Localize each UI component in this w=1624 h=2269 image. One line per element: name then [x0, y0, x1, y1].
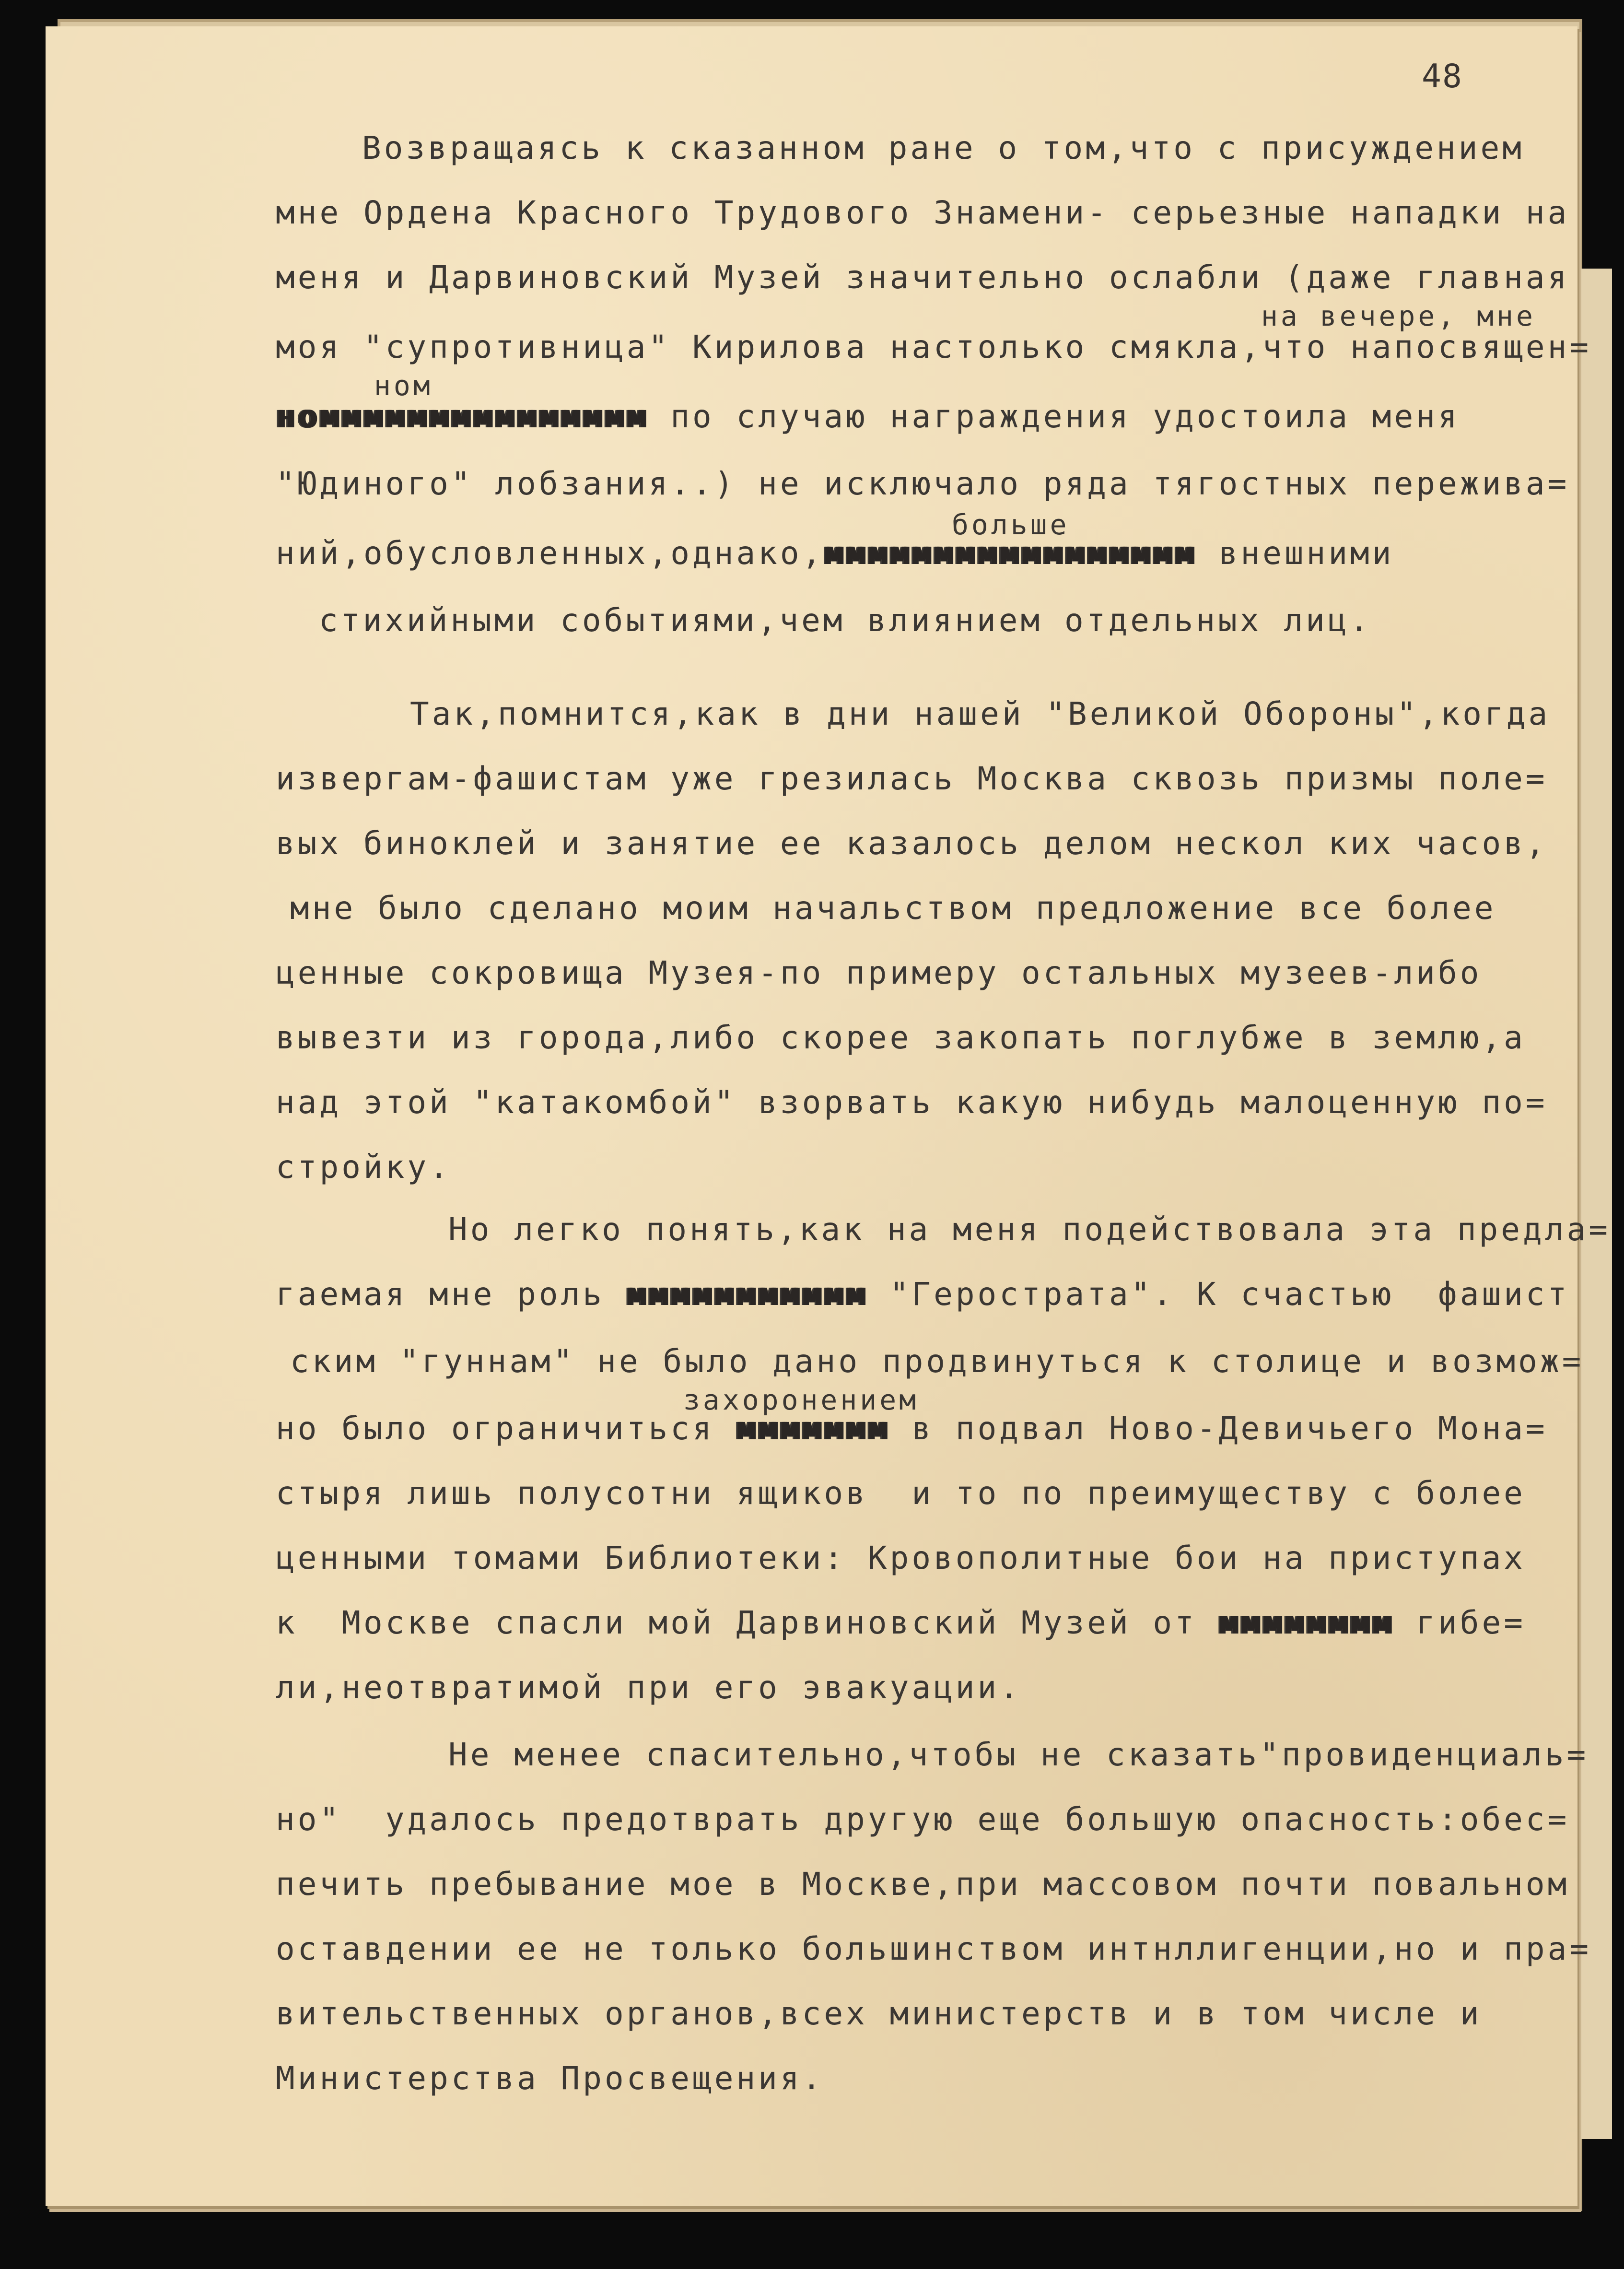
text-line: [276, 1276, 1569, 1313]
typed-page: [46, 26, 1611, 2206]
text-line: ским "гуннам" не было дано продвинуться к столице и возмож=: [290, 1343, 1584, 1380]
struck-text: ммммммммммммммммм: [824, 535, 1197, 572]
text-segment: к Москве спасли мой Дарвиновский Музей от: [276, 1604, 1197, 1641]
text-segment: внешними: [1196, 535, 1394, 572]
struck-text: ммммммммммм: [626, 1276, 868, 1313]
text-line: ли,неотвратимой при его эвакуации.: [276, 1669, 1022, 1706]
inserted-text: захоронением: [683, 1384, 919, 1416]
text-segment: в подвал Ново-Девичьего Мона=: [889, 1410, 1548, 1447]
text-line: вывезти из города,либо скорее закопать поглубже в землю,а: [276, 1019, 1526, 1056]
text-segment: ний,обусловленных,однако,: [276, 535, 824, 572]
inserted-text: больше: [952, 508, 1070, 541]
text-line: но" удалось предотврать другую еще большую опасность:обес=: [276, 1801, 1570, 1838]
text-line: меня и Дарвиновский Музей значительно ослабли (даже главная: [276, 259, 1570, 296]
text-segment: гаемая мне роль: [276, 1276, 605, 1313]
text-segment: "Герострата". К счастью фашист: [867, 1276, 1570, 1313]
text-line: вых биноклей и занятие ее казалось делом нескол ких часов,: [276, 825, 1548, 862]
text-line: Не менее спасительно,чтобы не сказать"провиденциаль=: [448, 1736, 1589, 1773]
text-line: Но легко понять,как на меня подействовала эта предла=: [448, 1211, 1611, 1248]
page-number: 48: [1422, 58, 1463, 95]
text-line: стройку.: [276, 1149, 451, 1186]
struck-text: ммммммм: [736, 1410, 890, 1447]
inserted-text: на вечере, мне: [1261, 300, 1536, 332]
typed-text: [46, 26, 1611, 2206]
text-segment: гибе=: [1394, 1604, 1526, 1641]
text-line: стихийными событиями,чем влиянием отдельных лиц.: [319, 602, 1372, 639]
text-line: [276, 1410, 1548, 1447]
text-line: мне было сделано моим начальством предложение все более: [290, 890, 1496, 927]
text-line: ценными томами Библиотеки: Кровополитные бои на приступах: [276, 1540, 1526, 1576]
text-line: [276, 1604, 1526, 1641]
text-line: оставдении ее не только большинством интнллигенции,но и пра=: [276, 1930, 1592, 1967]
text-line: "Юдиного" лобзания..) не исключало ряда тягостных пережива=: [276, 465, 1570, 502]
text-line: вительственных органов,всех министерств и в том числе и: [276, 1995, 1482, 2032]
text-line: ценные сокровища Музея-по примеру остальных музеев-либо: [276, 954, 1482, 991]
text-segment: по случаю награждения удостоила меня: [648, 398, 1460, 435]
struck-text: номмммммммммммммм: [276, 398, 649, 435]
inserted-text: ном: [374, 369, 433, 402]
text-segment: но было ограничиться: [276, 1410, 714, 1447]
text-line: печить пребывание мое в Москве,при массовом почти повальном: [276, 1866, 1570, 1903]
text-line: Возвращаясь к сказанном ране о том,что с присуждением: [362, 129, 1524, 166]
text-line: [276, 535, 1394, 572]
text-line: над этой "катакомбой" взорвать какую нибудь малоценную по=: [276, 1084, 1548, 1121]
text-line: Министерства Просвещения.: [276, 2060, 824, 2097]
text-line: [276, 398, 1460, 435]
text-line: моя "супротивница" Кирилова настолько смякла,что напосвящен=: [276, 329, 1592, 365]
text-line: извергам-фашистам уже грезилась Москва сквозь призмы поле=: [276, 760, 1548, 797]
text-line: стыря лишь полусотни ящиков и то по преимуществу с более: [276, 1475, 1526, 1512]
text-line: мне Ордена Красного Трудового Знамени- серьезные нападки на: [276, 194, 1570, 231]
text-line: Так,помнится,как в дни нашей "Великой Обороны",когда: [410, 695, 1551, 732]
struck-text: мммммммм: [1218, 1604, 1394, 1641]
